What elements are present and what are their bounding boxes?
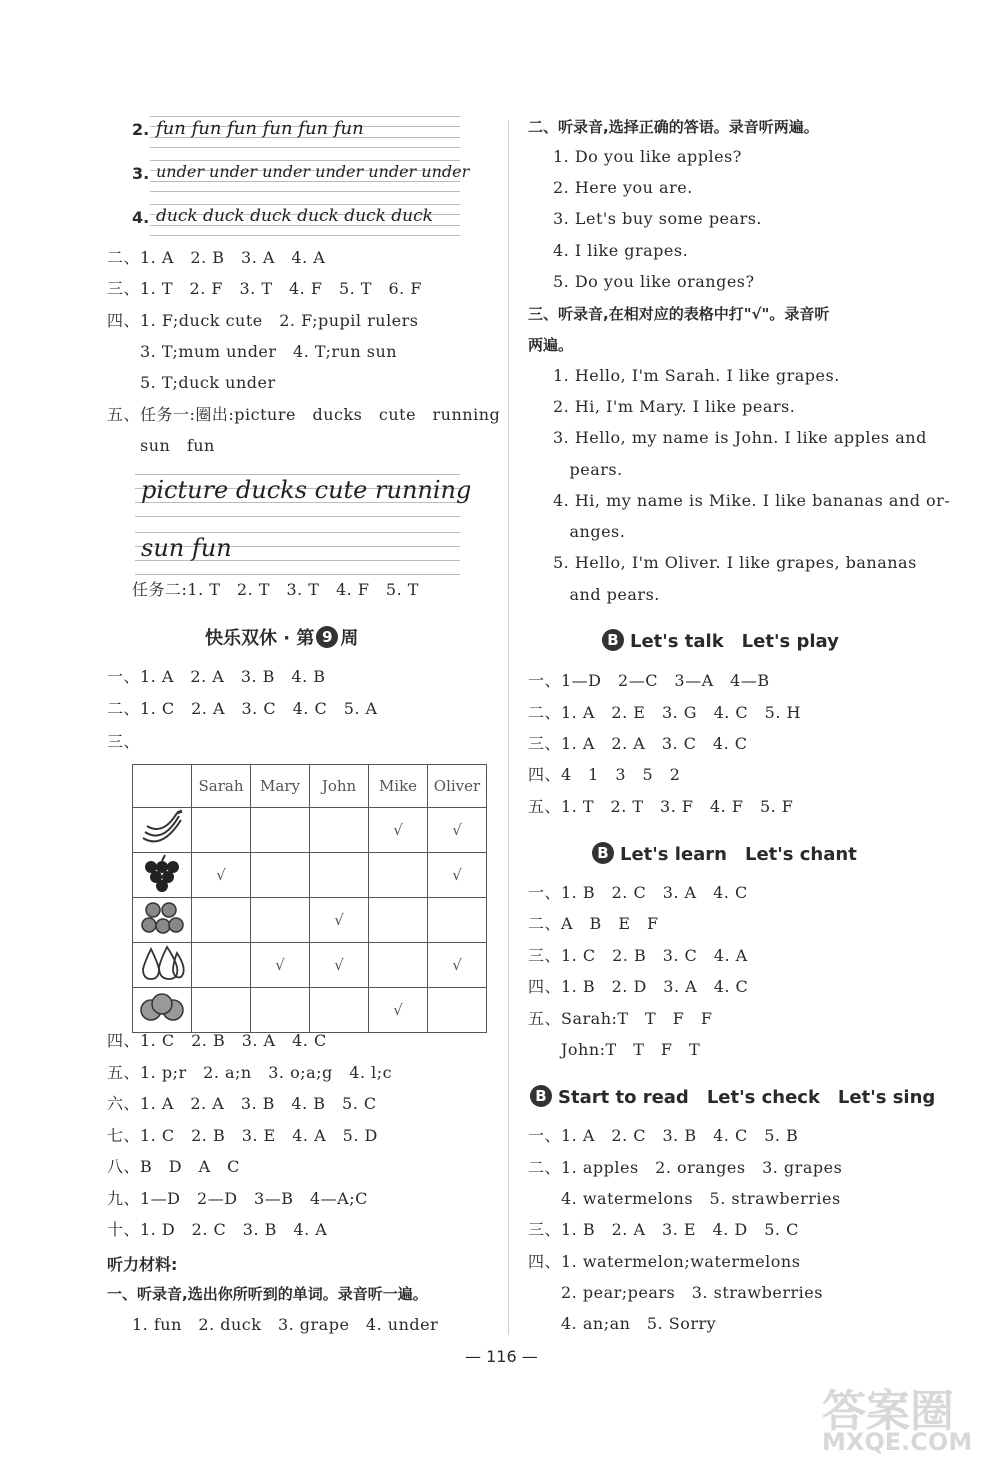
writing-row-3 — [150, 160, 470, 192]
week-title — [205, 624, 358, 650]
table-cell: √ — [310, 943, 369, 988]
b-badge-icon: B — [592, 842, 614, 864]
table-row — [133, 808, 487, 853]
answer-line: 3. Hello, my name is John. I like apples and — [553, 428, 927, 447]
answer-line: 5. Hello, I'm Oliver. I like grapes, bananas — [553, 553, 917, 572]
answer-line: 2. Here you are. — [553, 178, 693, 197]
week-number-badge: 9 — [316, 626, 338, 648]
writing-text: duck duck duck duck duck duck — [156, 206, 433, 226]
table-cell — [251, 853, 310, 898]
answer-line: 5. Do you like oranges? — [553, 272, 755, 291]
table-cell — [310, 853, 369, 898]
answer-line: 4. Hi, my name is Mike. I like bananas and or- — [553, 491, 951, 510]
section2-title: 二、听录音,选择正确的答语。录音听两遍。 — [528, 118, 819, 136]
writing-text: picture ducks cute running — [141, 476, 472, 504]
section3-title-cont: 两遍。 — [528, 336, 574, 354]
answer-line: 一、1. A 2. A 3. B 4. B — [107, 667, 326, 686]
table-header: John — [310, 765, 369, 808]
section3-title: 三、听录音,在相对应的表格中打"√"。录音听 — [528, 305, 830, 323]
answer-line: 3. Let's buy some pears. — [553, 209, 763, 228]
answer-line: 2. pear;pears 3. strawberries — [528, 1283, 823, 1302]
writing-row-2 — [150, 116, 460, 148]
table-cell: √ — [369, 808, 428, 853]
table-header: Mary — [251, 765, 310, 808]
answer-line: 1. Do you like apples? — [553, 147, 742, 166]
answer-line: 3. T;mum under 4. T;run sun — [107, 342, 398, 361]
answer-line: 五、1. p;r 2. a;n 3. o;a;g 4. l;c — [107, 1063, 393, 1082]
listening-section-1: 一、听录音,选出你所听到的单词。录音听一遍。 — [107, 1285, 428, 1303]
table-header-row — [133, 765, 487, 808]
answer-line: 2. Hi, I'm Mary. I like pears. — [553, 397, 796, 416]
table-cell: √ — [369, 988, 428, 1033]
table-cell — [251, 898, 310, 943]
table-cell — [251, 988, 310, 1033]
answer-line: 八、B D A C — [107, 1157, 240, 1176]
answer-line: 四、1. C 2. B 3. A 4. C — [107, 1031, 327, 1050]
answer-line: 一、1. A 2. C 3. B 4. C 5. B — [528, 1126, 799, 1145]
answer-line: 九、1—D 2—D 3—B 4—A;C — [107, 1189, 368, 1208]
table-header: Mike — [369, 765, 428, 808]
table-cell — [428, 988, 487, 1033]
answer-line: 四、1. F;duck cute 2. F;pupil rulers — [107, 311, 419, 330]
listening-title: 听力材料: — [107, 1255, 178, 1274]
table-header: Oliver — [428, 765, 487, 808]
answer-line: 二、A B E F — [528, 914, 659, 933]
answer-line: 5. T;duck under — [107, 373, 276, 392]
pears-icon — [133, 943, 192, 988]
answer-line: 五、Sarah:T T F F — [528, 1009, 713, 1028]
answer-line: and pears. — [553, 585, 660, 604]
answer-line: 四、1. watermelon;watermelons — [528, 1252, 801, 1271]
table-cell — [192, 988, 251, 1033]
answer-line: 四、4 1 3 5 2 — [528, 765, 681, 784]
watermark-logo: 答案圈 — [822, 1386, 954, 1437]
week-title-suffix: 周 — [340, 628, 359, 649]
table-cell: √ — [428, 808, 487, 853]
heading-lets-talk — [602, 627, 839, 653]
bananas-icon — [133, 808, 192, 853]
page-number: — 116 — — [465, 1347, 538, 1366]
table-cell — [192, 943, 251, 988]
answer-line: 三、1. A 2. A 3. C 4. C — [528, 734, 748, 753]
table-cell — [369, 853, 428, 898]
heading-text: Let's learn Let's chant — [620, 844, 857, 865]
answer-line: 五、任务一:圈出:picture ducks cute running — [107, 405, 501, 424]
heading-lets-learn — [592, 840, 857, 866]
table-corner — [133, 765, 192, 808]
answer-line: 一、1—D 2—C 3—A 4—B — [528, 671, 770, 690]
table-row — [133, 988, 487, 1033]
table-cell: √ — [428, 943, 487, 988]
b-badge-icon: B — [602, 629, 624, 651]
table-cell — [310, 808, 369, 853]
answer-line: 二、1. apples 2. oranges 3. grapes — [528, 1158, 843, 1177]
answer-line: 1. Hello, I'm Sarah. I like grapes. — [553, 366, 840, 385]
table-row — [133, 943, 487, 988]
table-cell — [192, 808, 251, 853]
answer-line: 三、1. T 2. F 3. T 4. F 5. T 6. F — [107, 279, 422, 298]
writing-num-4: 4. — [132, 208, 150, 227]
answer-line: sun fun — [107, 436, 215, 455]
answer-line: 三、1. C 2. B 3. C 4. A — [528, 946, 748, 965]
table-cell: √ — [192, 853, 251, 898]
oranges-icon — [133, 988, 192, 1033]
table-cell — [369, 898, 428, 943]
table-cell — [192, 898, 251, 943]
answer-line: 二、1. A 2. E 3. G 4. C 5. H — [528, 703, 801, 722]
table-row — [133, 853, 487, 898]
apples-icon — [133, 898, 192, 943]
week-title-prefix: 快乐双休 · 第 — [205, 628, 315, 649]
answer-line: 4. an;an 5. Sorry — [528, 1314, 717, 1333]
table-row — [133, 898, 487, 943]
column-divider — [508, 120, 509, 1335]
table-cell — [310, 988, 369, 1033]
heading-text: Let's talk Let's play — [630, 631, 839, 652]
writing-big-1 — [135, 474, 472, 516]
task2-line: 任务二:1. T 2. T 3. T 4. F 5. T — [132, 580, 419, 599]
writing-num-3: 3. — [132, 164, 150, 183]
table-cell: √ — [251, 943, 310, 988]
fruit-table — [132, 764, 487, 1033]
answer-line: 四、1. B 2. D 3. A 4. C — [528, 977, 749, 996]
answer-line: 4. I like grapes. — [553, 241, 689, 260]
answer-line: 七、1. C 2. B 3. E 4. A 5. D — [107, 1126, 378, 1145]
answer-line: 三、1. B 2. A 3. E 4. D 5. C — [528, 1220, 799, 1239]
grapes-icon — [133, 853, 192, 898]
table-cell: √ — [310, 898, 369, 943]
table-cell — [369, 943, 428, 988]
answer-line: pears. — [553, 460, 623, 479]
answer-line: John:T T F T — [528, 1040, 701, 1059]
writing-text: under under under under under under — [156, 162, 470, 181]
heading-text: Start to read Let's check Let's sing — [558, 1087, 936, 1108]
answer-line: 二、1. A 2. B 3. A 4. A — [107, 248, 326, 267]
answer-line: 4. watermelons 5. strawberries — [528, 1189, 841, 1208]
answer-line: 二、1. C 2. A 3. C 4. C 5. A — [107, 699, 378, 718]
watermark-url: MXQE.COM — [822, 1428, 973, 1456]
answer-line: 六、1. A 2. A 3. B 4. B 5. C — [107, 1094, 377, 1113]
heading-start-to-read — [530, 1083, 935, 1109]
writing-num-2: 2. — [132, 120, 150, 139]
writing-text: fun fun fun fun fun fun — [156, 118, 364, 139]
table-cell: √ — [428, 853, 487, 898]
answer-line: 十、1. D 2. C 3. B 4. A — [107, 1220, 328, 1239]
answer-line: 五、1. T 2. T 3. F 4. F 5. F — [528, 797, 794, 816]
b-badge-icon: B — [530, 1085, 552, 1107]
writing-big-2 — [135, 532, 460, 574]
writing-text: sun fun — [141, 534, 232, 562]
writing-row-4 — [150, 204, 460, 236]
table-cell — [428, 898, 487, 943]
answer-line: 一、1. B 2. C 3. A 4. C — [528, 883, 748, 902]
table-header: Sarah — [192, 765, 251, 808]
table-cell — [251, 808, 310, 853]
answer-line: anges. — [553, 522, 626, 541]
answer-line: 1. fun 2. duck 3. grape 4. under — [132, 1315, 439, 1334]
answer-line: 三、 — [107, 732, 141, 751]
